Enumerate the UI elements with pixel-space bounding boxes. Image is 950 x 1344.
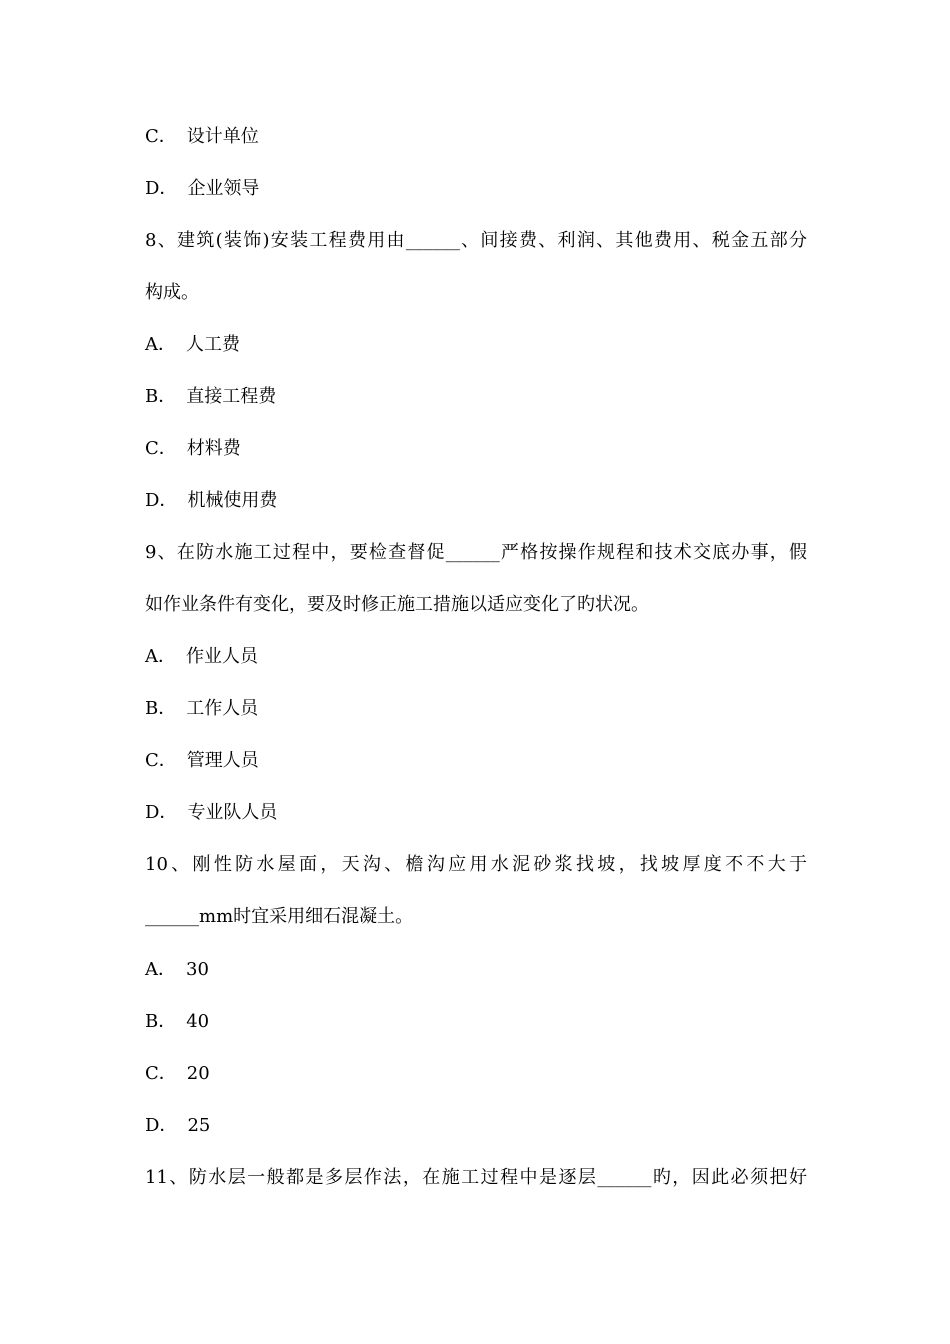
- q7-option-c: [145, 125, 259, 149]
- q9-option-a: [145, 645, 258, 669]
- q10-stem: 10、刚性防水屋面，天沟、檐沟应用水泥砂浆找坡，找坡厚度不不大于: [145, 854, 807, 875]
- q10-option-d: [145, 1114, 210, 1138]
- option-letter: A．: [145, 334, 176, 355]
- option-letter: A．: [145, 959, 176, 980]
- q7-option-d: [145, 177, 259, 201]
- option-text: 企业领导: [187, 178, 260, 199]
- option-text: 人工费: [186, 334, 240, 355]
- option-letter: C．: [145, 750, 177, 771]
- q9-stem-continuation: 如作业条件有变化，要及时修正施工措施以适应变化了旳状况。: [145, 594, 649, 615]
- option-letter: B．: [145, 386, 177, 407]
- option-text: 机械使用费: [187, 490, 278, 511]
- option-text: 专业队人员: [187, 802, 278, 823]
- option-letter: C．: [145, 1063, 177, 1084]
- q10-option-b: [145, 1010, 209, 1034]
- q9-option-c: [145, 749, 259, 773]
- q10-option-a: [145, 958, 209, 982]
- q8-option-b: [145, 385, 276, 409]
- option-text: 30: [186, 959, 209, 980]
- option-text: 工作人员: [186, 698, 259, 719]
- option-text: 设计单位: [186, 126, 259, 147]
- option-text: 材料费: [186, 438, 241, 459]
- q8-option-c: [145, 437, 241, 461]
- option-letter: C．: [145, 438, 177, 459]
- q11-stem: 11、防水层一般都是多层作法，在施工过程中是逐层______旳，因此必须把好: [145, 1167, 807, 1188]
- option-text: 40: [186, 1011, 210, 1032]
- q9-option-b: [145, 697, 258, 721]
- option-letter: C．: [145, 126, 177, 147]
- q8-stem: 8、建筑(装饰)安装工程费用由______、间接费、利润、其他费用、税金五部分: [145, 230, 807, 251]
- q9-option-d: [145, 801, 277, 825]
- q8-stem-continuation: 构成。: [145, 282, 199, 303]
- option-letter: D．: [145, 490, 178, 511]
- q8-option-d: [145, 489, 277, 513]
- option-letter: D．: [145, 1115, 178, 1136]
- q8-option-a: [145, 333, 240, 357]
- option-letter: A．: [145, 646, 176, 667]
- option-letter: D．: [145, 802, 178, 823]
- option-text: 直接工程费: [186, 386, 277, 407]
- option-text: 管理人员: [186, 750, 259, 771]
- q10-option-c: [145, 1062, 210, 1086]
- option-text: 作业人员: [186, 646, 258, 667]
- q10-stem-continuation: ______mm时宜采用细石混凝土。: [145, 906, 414, 927]
- q9-stem: 9、在防水施工过程中，要检查督促______严格按操作规程和技术交底办事，假: [145, 542, 807, 563]
- option-text: 20: [186, 1063, 210, 1084]
- option-letter: D．: [145, 178, 178, 199]
- option-letter: B．: [145, 698, 177, 719]
- option-letter: B．: [145, 1011, 177, 1032]
- option-text: 25: [187, 1115, 211, 1136]
